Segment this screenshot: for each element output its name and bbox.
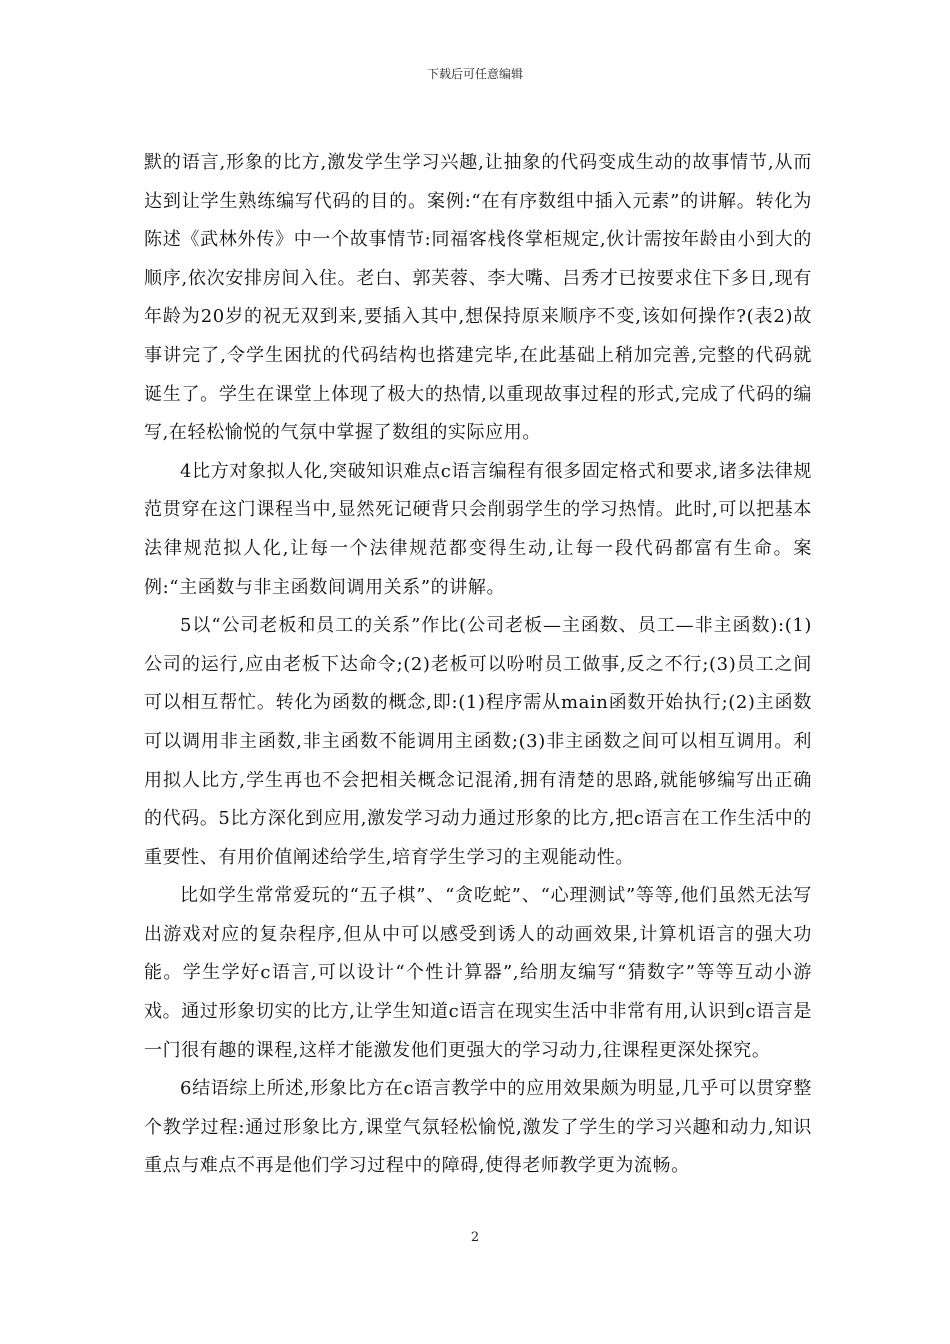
paragraph-conclusion: 6结语综上所述,形象比方在c语言教学中的应用效果颇为明显,几乎可以贯穿整个教学过程:通过形象比方,课堂气氛轻松愉悦,激发了学生的学习兴趣和动力,知识重点与难点不再是他们学习过程中的障碍,使得老师教学更为流畅。 (144, 1078, 812, 1177)
paragraph-personification: 4比方对象拟人化,突破知识难点c语言编程有很多固定格式和要求,诸多法律规范贯穿在这门课程当中,显然死记硬背只会削弱学生的学习热情。此时,可以把基本法律规范拟人化,让每一个法律规范都变得生动,让每一段代码都富有生命。案例:“主函数与非主函数间调用关系”的讲解。 (144, 460, 812, 598)
paragraph-games-example: 比如学生常常爱玩的“五子棋”、“贪吃蛇”、“心理测试”等等,他们虽然无法写出游戏对应的复杂程序,但从中可以感受到诱人的动画效果,计算机语言的强大功能。学生学好c语言,可以设计“个性计算器”,给朋友编写“猜数字”等等互动小游戏。通过形象切实的比方,让学生知道c语言在现实生活中非常有用,认识到c语言是一门很有趣的课程,这样才能激发他们更强大的学习动力,往课程更深处探究。 (144, 885, 812, 1061)
paragraph-company-analogy: 5以“公司老板和员工的关系”作比(公司老板—主函数、员工—非主函数):(1)公司的运行,应由老板下达命令;(2)老板可以吩咐员工做事,反之不行;(3)员工之间可以相互帮忙。转化为函数的概念,即:(1)程序需从main函数开始执行;(2)主函数可以调用非主函数,非主函数不能调用主函数;(3)非主函数之间可以相互调用。利用拟人比方,学生再也不会把相关概念记混淆,拥有清楚的思路,就能够编写出正确的代码。5比方深化到应用,激发学习动力通过形象的比方,把c语言在工作生活中的重要性、有用价值阐述给学生,培育学生学习的主观能动性。 (144, 615, 812, 868)
paragraph-continued: 默的语言,形象的比方,激发学生学习兴趣,让抽象的代码变成生动的故事情节,从而达到让学生熟练编写代码的目的。案例:“在有序数组中插入元素”的讲解。转化为陈述《武林外传》中一个故事情节:同福客栈佟掌柜规定,伙计需按年龄由小到大的顺序,依次安排房间入住。老白、郭芙蓉、李大嘴、吕秀才已按要求住下多日,现有年龄为20岁的祝无双到来,要插入其中,想保持原来顺序不变,该如何操作?(表2)故事讲完了,令学生困扰的代码结构也搭建完毕,在此基础上稍加完善,完整的代码就诞生了。学生在课堂上体现了极大的热情,以重现故事过程的形式,完成了代码的编写,在轻松愉悦的气氛中掌握了数组的实际应用。 (144, 152, 812, 444)
document-body (144, 144, 812, 1186)
page-header: 下载后可任意编辑 (426, 67, 523, 81)
page-number: 2 (470, 1230, 480, 1245)
